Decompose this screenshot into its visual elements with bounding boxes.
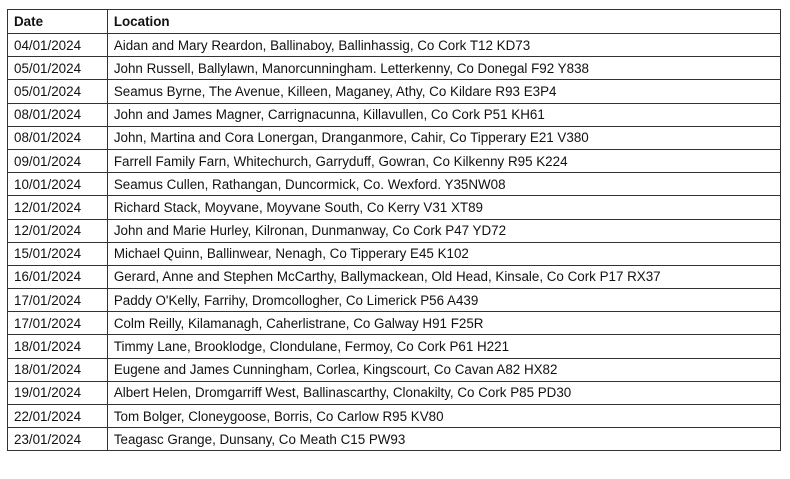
location-cell: Aidan and Mary Reardon, Ballinaboy, Ballinhassig, Co Cork T12 KD73	[107, 34, 780, 57]
visits-table	[7, 9, 781, 451]
location-cell: Colm Reilly, Kilamanagh, Caherlistrane, Co Galway H91 F25R	[107, 312, 780, 335]
location-cell: Teagasc Grange, Dunsany, Co Meath C15 PW93	[107, 428, 780, 451]
date-cell: 09/01/2024	[8, 149, 108, 172]
table-row	[8, 219, 781, 242]
location-cell: John and James Magner, Carrignacunna, Killavullen, Co Cork P51 KH61	[107, 103, 780, 126]
location-cell: Paddy O'Kelly, Farrihy, Dromcollogher, Co Limerick P56 A439	[107, 289, 780, 312]
table-row	[8, 242, 781, 265]
date-cell: 17/01/2024	[8, 312, 108, 335]
location-cell: Michael Quinn, Ballinwear, Nenagh, Co Tipperary E45 K102	[107, 242, 780, 265]
location-cell: John Russell, Ballylawn, Manorcunningham. Letterkenny, Co Donegal F92 Y838	[107, 57, 780, 80]
table-row	[8, 265, 781, 288]
location-column-header: Location	[107, 10, 780, 34]
date-cell: 19/01/2024	[8, 381, 108, 404]
date-cell: 05/01/2024	[8, 80, 108, 103]
location-cell: Albert Helen, Dromgarriff West, Ballinascarthy, Clonakilty, Co Cork P85 PD30	[107, 381, 780, 404]
table-row	[8, 57, 781, 80]
location-cell: Seamus Cullen, Rathangan, Duncormick, Co. Wexford. Y35NW08	[107, 173, 780, 196]
location-cell: Seamus Byrne, The Avenue, Killeen, Maganey, Athy, Co Kildare R93 E3P4	[107, 80, 780, 103]
date-cell: 18/01/2024	[8, 335, 108, 358]
table-row	[8, 358, 781, 381]
location-cell: John, Martina and Cora Lonergan, Dranganmore, Cahir, Co Tipperary E21 V380	[107, 126, 780, 149]
date-cell: 15/01/2024	[8, 242, 108, 265]
table-row	[8, 405, 781, 428]
date-cell: 12/01/2024	[8, 219, 108, 242]
table-row	[8, 80, 781, 103]
date-cell: 18/01/2024	[8, 358, 108, 381]
table-row	[8, 381, 781, 404]
location-cell: Timmy Lane, Brooklodge, Clondulane, Fermoy, Co Cork P61 H221	[107, 335, 780, 358]
table-row	[8, 335, 781, 358]
table-body	[8, 34, 781, 451]
table-row	[8, 34, 781, 57]
date-cell: 08/01/2024	[8, 126, 108, 149]
location-cell: Richard Stack, Moyvane, Moyvane South, Co Kerry V31 XT89	[107, 196, 780, 219]
table-row	[8, 428, 781, 451]
date-cell: 08/01/2024	[8, 103, 108, 126]
date-cell: 05/01/2024	[8, 57, 108, 80]
table-row	[8, 289, 781, 312]
date-column-header: Date	[8, 10, 108, 34]
date-cell: 12/01/2024	[8, 196, 108, 219]
location-cell: John and Marie Hurley, Kilronan, Dunmanway, Co Cork P47 YD72	[107, 219, 780, 242]
date-cell: 23/01/2024	[8, 428, 108, 451]
table-header-row	[8, 10, 781, 34]
table-row	[8, 103, 781, 126]
table-row	[8, 149, 781, 172]
table-row	[8, 312, 781, 335]
table-row	[8, 196, 781, 219]
table-row	[8, 126, 781, 149]
date-cell: 22/01/2024	[8, 405, 108, 428]
date-cell: 17/01/2024	[8, 289, 108, 312]
location-cell: Tom Bolger, Cloneygoose, Borris, Co Carlow R95 KV80	[107, 405, 780, 428]
date-cell: 10/01/2024	[8, 173, 108, 196]
location-cell: Eugene and James Cunningham, Corlea, Kingscourt, Co Cavan A82 HX82	[107, 358, 780, 381]
date-cell: 16/01/2024	[8, 265, 108, 288]
location-cell: Farrell Family Farn, Whitechurch, Garryduff, Gowran, Co Kilkenny R95 K224	[107, 149, 780, 172]
date-cell: 04/01/2024	[8, 34, 108, 57]
table-row	[8, 173, 781, 196]
location-cell: Gerard, Anne and Stephen McCarthy, Ballymackean, Old Head, Kinsale, Co Cork P17 RX37	[107, 265, 780, 288]
